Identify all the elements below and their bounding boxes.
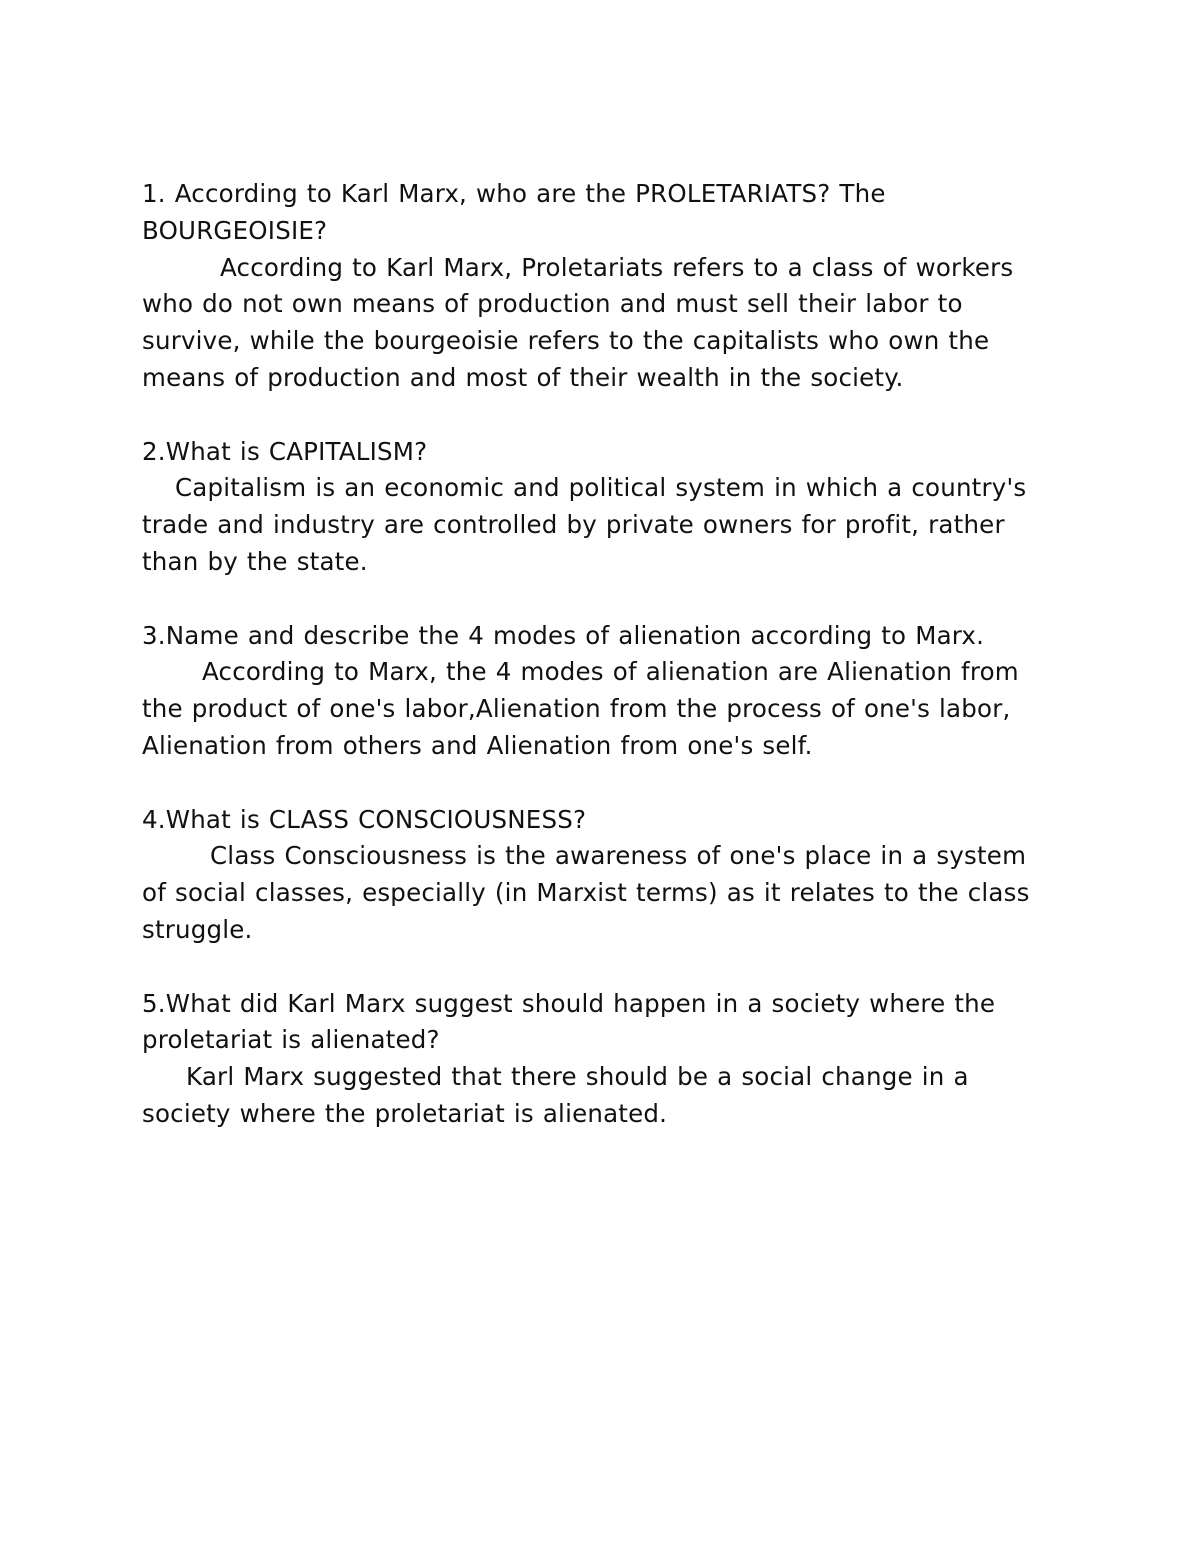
question-2: 2.What is CAPITALISM?: [142, 436, 428, 466]
qa-item-5: [142, 986, 1057, 1133]
qa-item-4: [142, 802, 1057, 949]
answer-1: According to Karl Marx, Proletariats refers to a class of workers who do not own means of production and must sell their labor to survive, while the bourgeoisie refers to the capitalists who own the means of production and most of their wealth in the society.: [142, 252, 1014, 392]
qa-item-1: [142, 176, 1057, 397]
question-5: 5.What did Karl Marx suggest should happen in a society where the proletariat is alienated?: [142, 988, 996, 1055]
question-4: 4.What is CLASS CONSCIOUSNESS?: [142, 804, 587, 834]
qa-item-3: [142, 618, 1057, 765]
answer-3: According to Marx, the 4 modes of alienation are Alienation from the product of one's labor,Alienation from the process of one's labor, Alienation from others and Alienation from one's self.: [142, 657, 1019, 760]
question-1: 1. According to Karl Marx, who are the PROLETARIATS? The BOURGEOISIE?: [142, 179, 886, 245]
document-body: [142, 176, 1057, 1170]
qa-item-2: [142, 434, 1057, 581]
question-3: 3.Name and describe the 4 modes of alienation according to Marx.: [142, 620, 985, 650]
answer-4: Class Consciousness is the awareness of one's place in a system of social classes, especially (in Marxist terms) as it relates to the class struggle.: [142, 841, 1030, 944]
answer-5: Karl Marx suggested that there should be a social change in a society where the proletariat is alienated.: [142, 1062, 969, 1128]
answer-2: Capitalism is an economic and political system in which a country's trade and industry are controlled by private owners for profit, rather than by the state.: [142, 473, 1027, 576]
